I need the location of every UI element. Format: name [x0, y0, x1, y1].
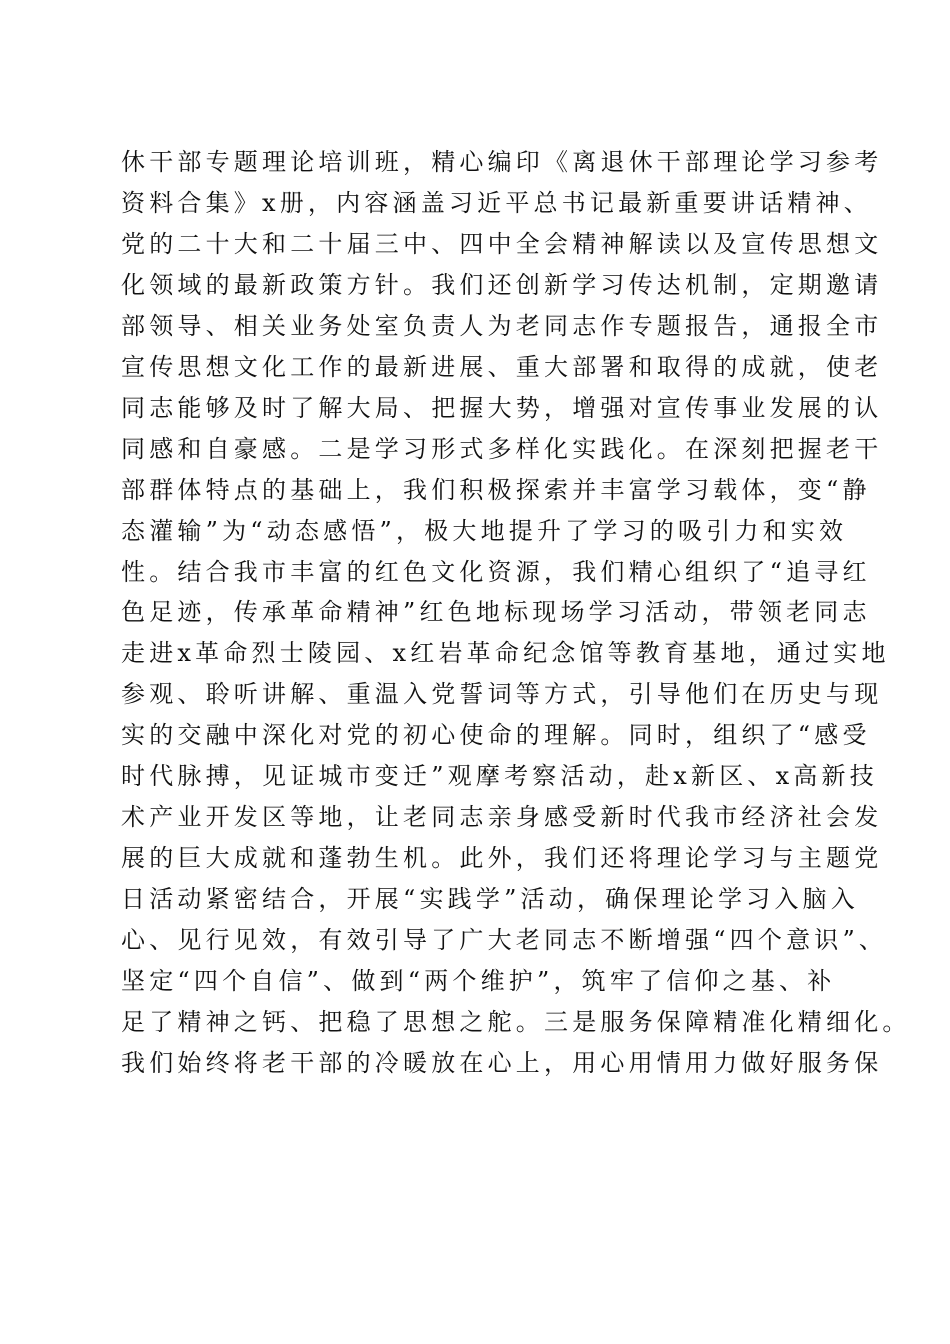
text-line: 心、见行见效，有效引导了广大老同志不断增强“四个意识”、 — [121, 926, 888, 955]
text-line: 部群体特点的基础上，我们积极探索并丰富学习载体，变“静 — [121, 475, 871, 504]
text-line: 宣传思想文化工作的最新进展、重大部署和取得的成就，使老 — [121, 352, 883, 381]
text-line: 走进x革命烈士陵园、x红岩革命纪念馆等教育基地，通过实地 — [121, 639, 890, 668]
text-line: 同感和自豪感。二是学习形式多样化实践化。在深刻把握老干 — [121, 434, 883, 463]
text-line: 态灌输”为“动态感悟”，极大地提升了学习的吸引力和实效 — [121, 516, 848, 545]
text-line: 休干部专题理论培训班，精心编印《离退休干部理论学习参考 — [121, 148, 883, 176]
text-line: 色足迹，传承革命精神”红色地标现场学习活动，带领老同志 — [121, 598, 871, 627]
text-line: 部领导、相关业务处室负责人为老同志作专题报告，通报全市 — [121, 311, 883, 340]
text-line: 同志能够及时了解大局、把握大势，增强对宣传事业发展的认 — [121, 393, 883, 422]
text-line: 足了精神之钙、把稳了思想之舵。三是服务保障精准化精细化。 — [121, 1008, 911, 1037]
text-line: 坚定“四个自信”、做到“两个维护”，筑牢了信仰之基、补 — [121, 967, 836, 996]
body-paragraph — [121, 142, 911, 1084]
text-line: 性。结合我市丰富的红色文化资源，我们精心组织了“追寻红 — [121, 557, 871, 586]
text-line: 我们始终将老干部的冷暖放在心上，用心用情用力做好服务保 — [121, 1048, 883, 1077]
text-line: 参观、聆听讲解、重温入党誓词等方式，引导他们在历史与现 — [121, 680, 883, 709]
text-line: 资料合集》x册，内容涵盖习近平总书记最新重要讲话精神、 — [121, 188, 872, 217]
text-line: 日活动紧密结合，开展“实践学”活动，确保理论学习入脑入 — [121, 885, 859, 914]
text-line: 展的巨大成就和蓬勃生机。此外，我们还将理论学习与主题党 — [121, 844, 883, 873]
text-line: 化领域的最新政策方针。我们还创新学习传达机制，定期邀请 — [121, 270, 883, 299]
text-line: 实的交融中深化对党的初心使命的理解。同时，组织了“感受 — [121, 721, 871, 750]
text-line: 时代脉搏，见证城市变迁”观摩考察活动，赴x新区、x高新技 — [121, 762, 878, 791]
text-line: 党的二十大和二十届三中、四中全会精神解读以及宣传思想文 — [121, 229, 883, 258]
text-line: 术产业开发区等地，让老同志亲身感受新时代我市经济社会发 — [121, 803, 883, 832]
